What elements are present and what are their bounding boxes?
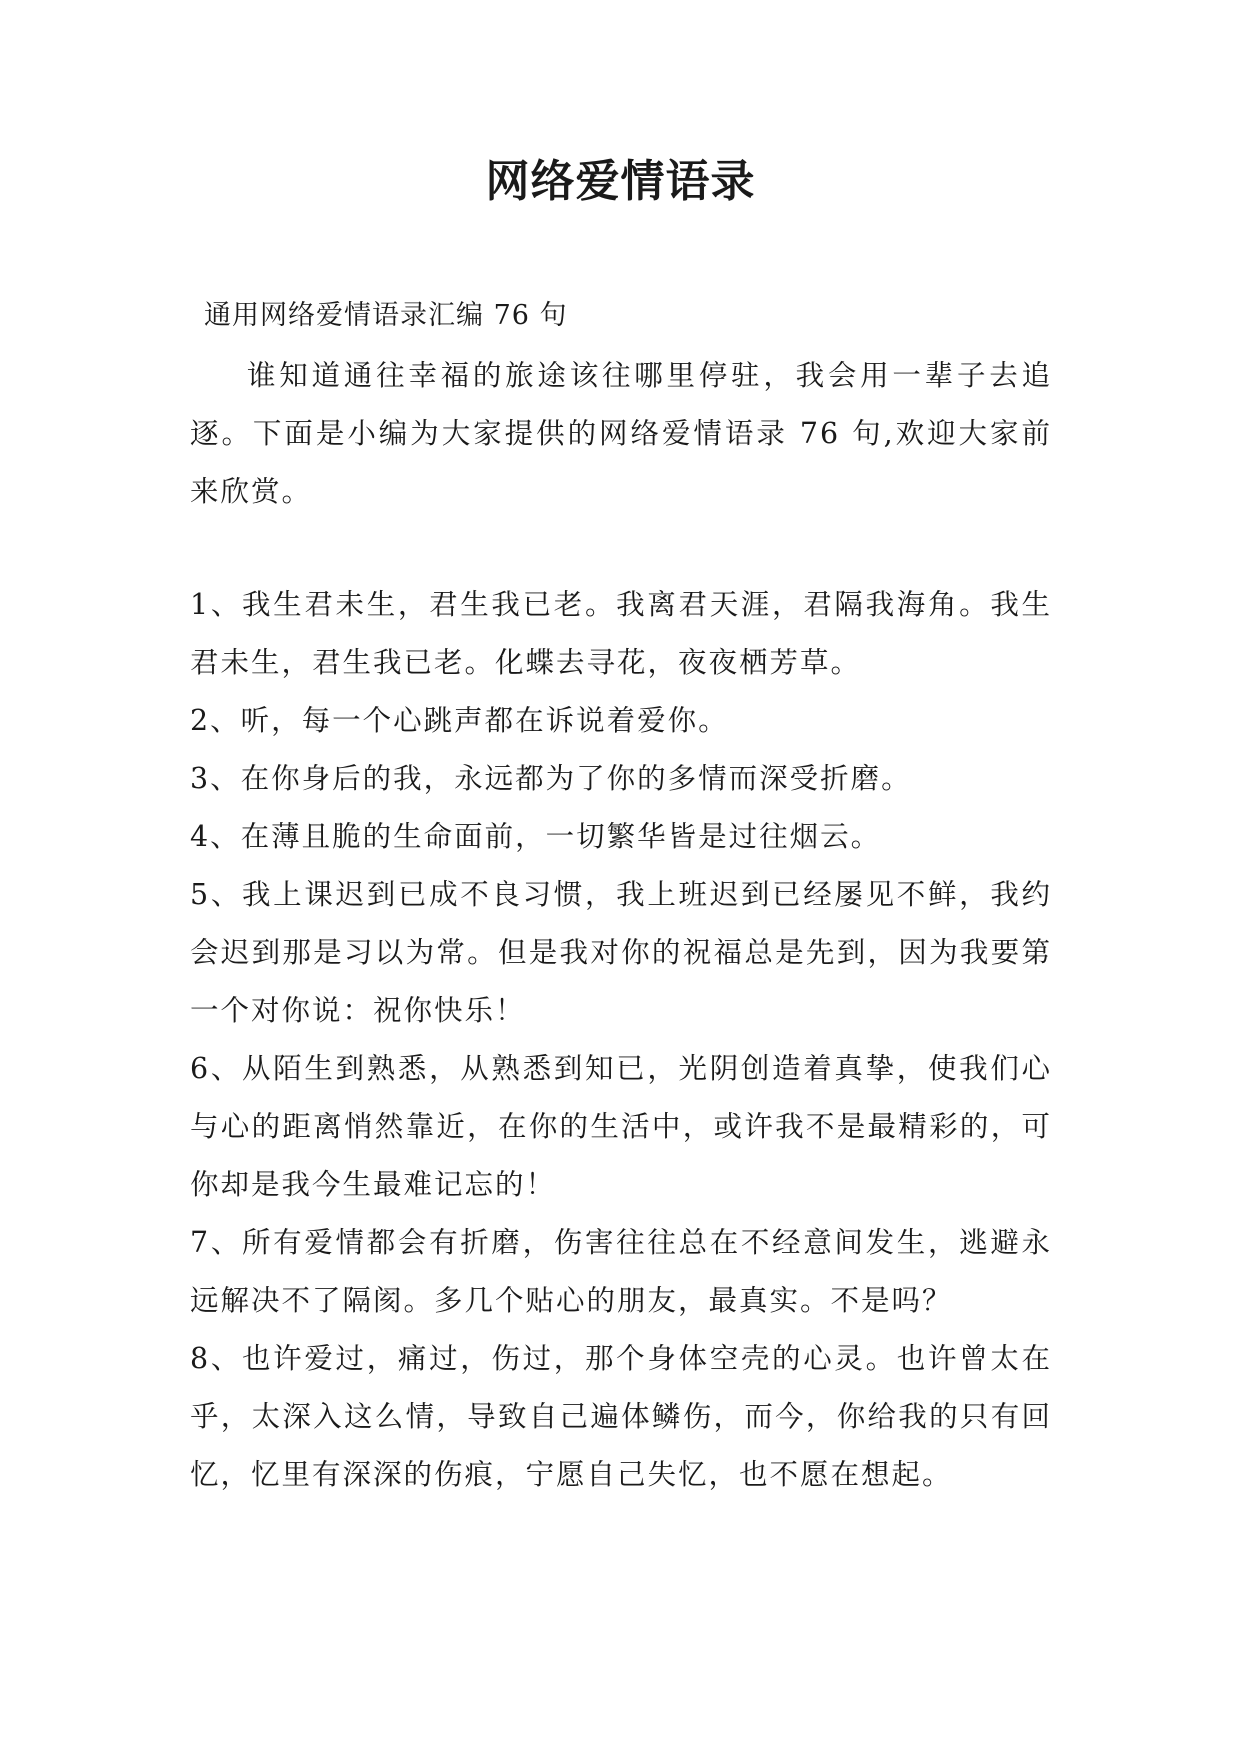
document-subtitle: 通用网络爱情语录汇编 76 句 [204,300,568,331]
quote-item-3: 3、在你身后的我，永远都为了你的多情而深受折磨。 [190,762,912,795]
quote-item-1: 1、我生君未生，君生我已老。我离君天涯，君隔我海角。我生君未生，君生我已老。化蝶去寻花，夜夜栖芳草。 [190,588,1052,679]
quote-item-7: 7、所有爱情都会有折磨，伤害往往总在不经意间发生，逃避永远解决不了隔阂。多几个贴心的朋友，最真实。不是吗？ [190,1226,1052,1317]
quote-item-5: 5、我上课迟到已成不良习惯，我上班迟到已经屡见不鲜，我约会迟到那是习以为常。但是我对你的祝福总是先到，因为我要第一个对你说：祝你快乐！ [190,878,1052,1027]
quote-list [190,576,1052,1504]
quote-item-8: 8、也许爱过，痛过，伤过，那个身体空壳的心灵。也许曾太在乎，太深入这么情，导致自己遍体鳞伤，而今，你给我的只有回忆，忆里有深深的伤痕，宁愿自己失忆，也不愿在想起。 [190,1342,1052,1491]
page-title: 网络爱情语录 [485,156,756,207]
quote-item-2: 2、听，每一个心跳声都在诉说着爱你。 [190,704,729,737]
quote-item-4: 4、在薄且脆的生命面前，一切繁华皆是过往烟云。 [190,820,882,853]
quote-item-6: 6、从陌生到熟悉，从熟悉到知已，光阴创造着真挚，使我们心与心的距离悄然靠近，在你的生活中，或许我不是最精彩的，可你却是我今生最难记忘的！ [190,1052,1052,1201]
intro-paragraph: 谁知道通往幸福的旅途该往哪里停驻，我会用一辈子去追逐。下面是小编为大家提供的网络爱情语录 76 句,欢迎大家前来欣赏。 [190,359,1052,508]
